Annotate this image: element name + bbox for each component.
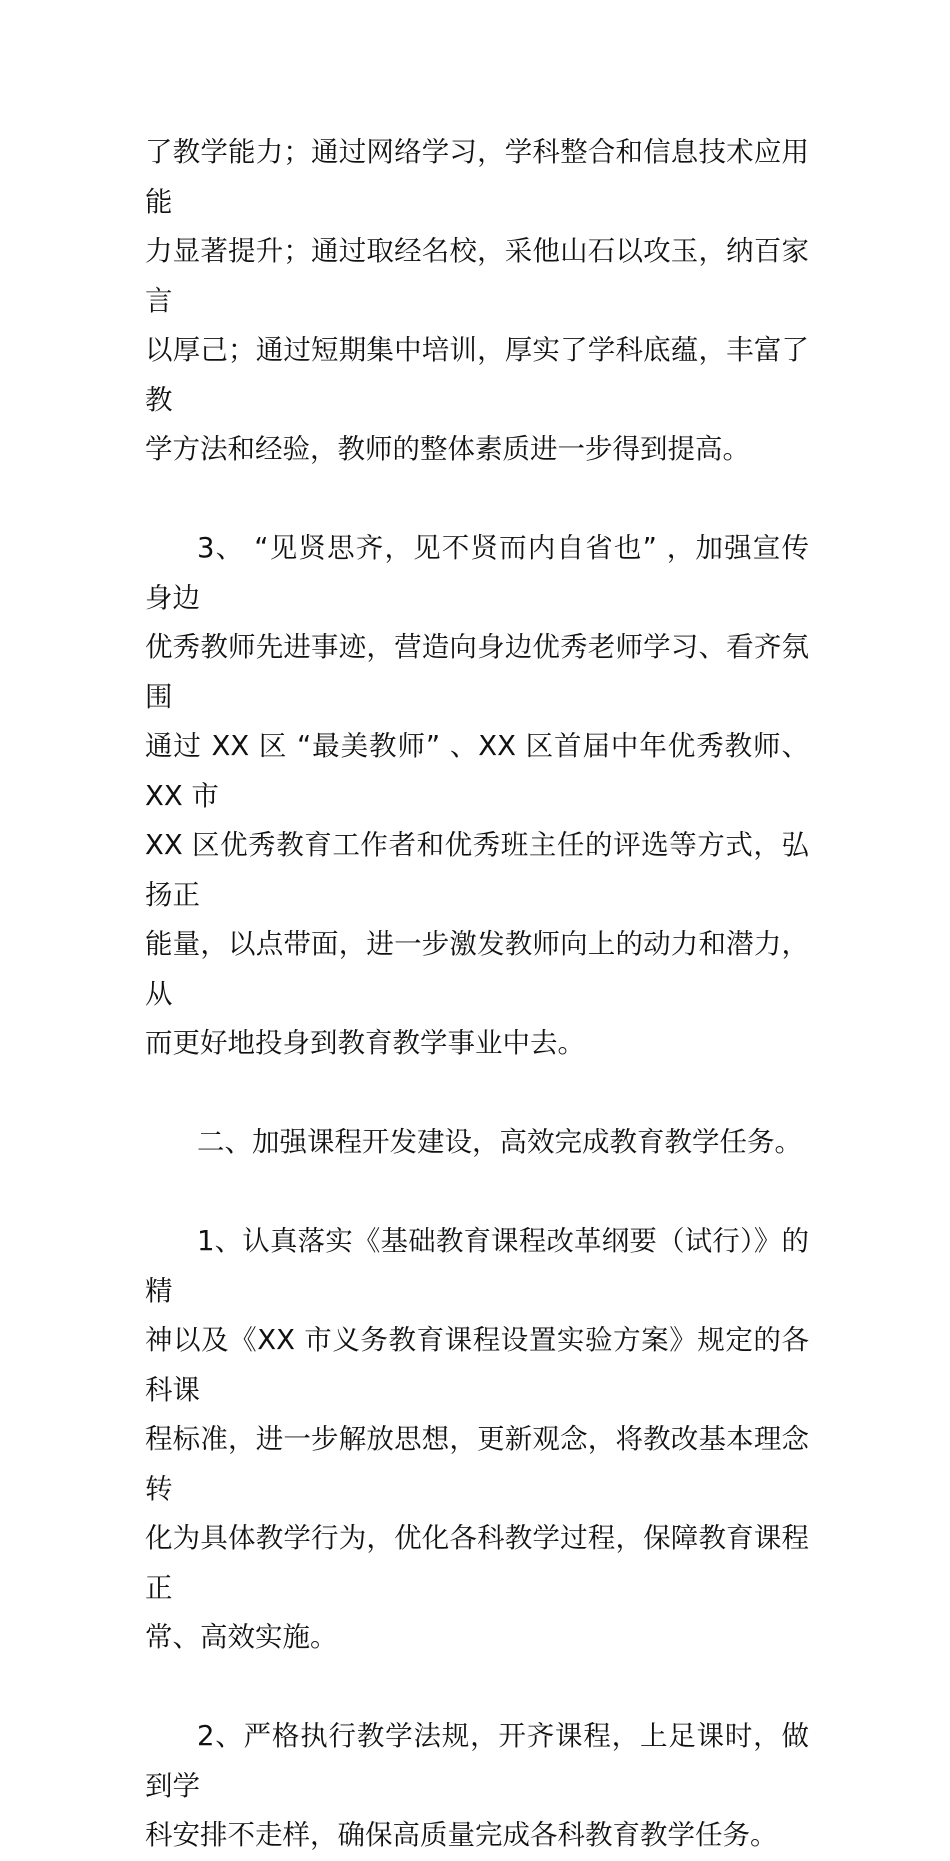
paragraph-spacer (145, 1168, 809, 1218)
paragraph-spacer (145, 1663, 809, 1713)
text-line: 常、高效实施。 (145, 1621, 338, 1653)
text-line: 而更好地投身到教育教学事业中去。 (145, 1027, 585, 1059)
section-heading (145, 1118, 809, 1168)
text-line: 1、认真落实《基础教育课程改革纲要（试行）》的精 (145, 1225, 809, 1307)
text-line: 通过 XX 区 “最美教师” 、XX 区首届中年优秀教师、XX 市 (145, 730, 809, 812)
text-line: 了教学能力；通过网络学习，学科整合和信息技术应用能 (145, 136, 809, 218)
text-line: 以厚己；通过短期集中培训，厚实了学科底蕴，丰富了教 (145, 334, 809, 416)
text-line: 2、严格执行教学法规，开齐课程，上足课时，做到学 (145, 1720, 809, 1802)
text-line: 二、加强课程开发建设，高效完成教育教学任务。 (197, 1126, 802, 1158)
text-line: 学方法和经验，教师的整体素质进一步得到提高。 (145, 433, 750, 465)
text-line: 程标准，进一步解放思想，更新观念，将教改基本理念转 (145, 1423, 809, 1505)
text-line: 优秀教师先进事迹，营造向身边优秀老师学习、看齐氛围 (145, 631, 809, 713)
text-line: XX 区优秀教育工作者和优秀班主任的评选等方式，弘扬正 (145, 829, 809, 911)
text-line: 神以及《XX 市义务教育课程设置实验方案》规定的各科课 (145, 1324, 809, 1406)
paragraph-5 (145, 1712, 809, 1861)
paragraph-spacer (145, 1069, 809, 1119)
paragraph-2 (145, 524, 809, 1069)
paragraph-4 (145, 1217, 809, 1663)
text-line: 3、 “见贤思齐，见不贤而内自省也” ，加强宣传身边 (145, 532, 809, 614)
text-line: 化为具体教学行为，优化各科教学过程，保障教育课程正 (145, 1522, 809, 1604)
text-line: 能量，以点带面，进一步激发教师向上的动力和潜力，从 (145, 928, 809, 1010)
text-line: 力显著提升；通过取经名校，采他山石以攻玉，纳百家言 (145, 235, 809, 317)
text-line: 科安排不走样，确保高质量完成各科教育教学任务。 (145, 1819, 778, 1851)
paragraph-spacer (145, 475, 809, 525)
paragraph-1 (145, 128, 809, 475)
document-body (145, 128, 809, 1861)
